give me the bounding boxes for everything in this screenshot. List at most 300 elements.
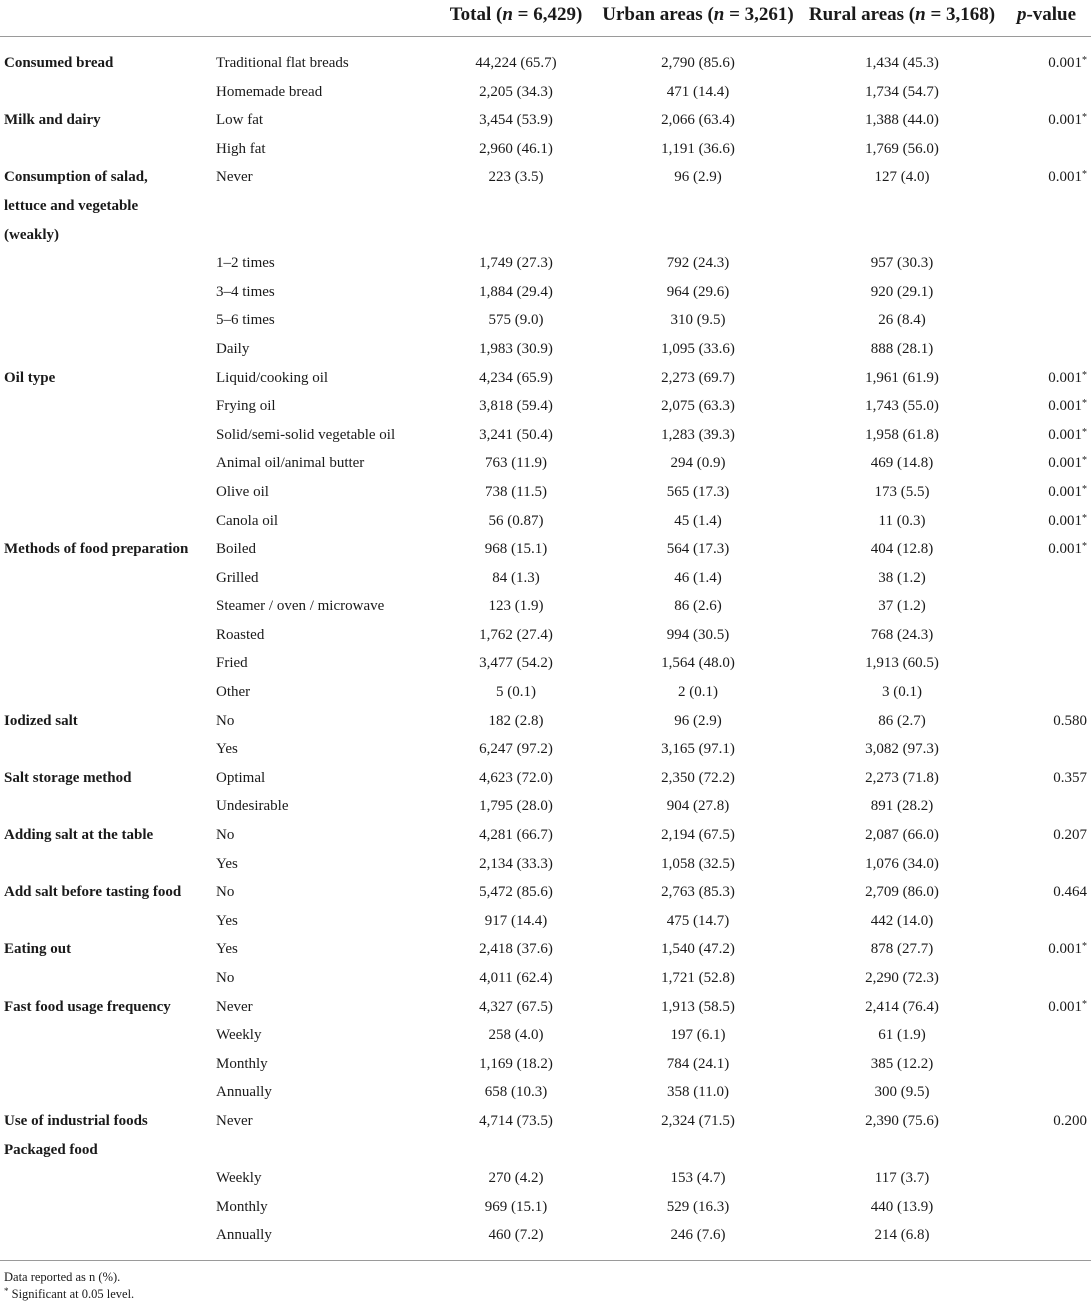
cell-urban: 2,790 (85.6) xyxy=(661,55,735,71)
cell-rural: 2,273 (71.8) xyxy=(865,769,939,786)
cell-total: 917 (14.4) xyxy=(484,912,548,929)
row-variable: Fast food usage frequency xyxy=(4,998,171,1015)
row-category: Homemade bread xyxy=(216,83,323,100)
cell-p-value xyxy=(1002,678,1091,707)
table-row xyxy=(0,649,1091,678)
cell-p-value xyxy=(1002,764,1091,793)
significance-marker: * xyxy=(1082,112,1087,124)
row-variable-line: (weakly) xyxy=(4,226,59,243)
table-row xyxy=(0,764,1091,793)
header-total: Total (n = 6,429) xyxy=(438,0,594,37)
cell-urban: 294 (0.9) xyxy=(670,455,726,472)
significance-marker: * xyxy=(1082,426,1087,438)
row-variable: Add salt before tasting food xyxy=(4,884,182,901)
cell-rural: 26 (8.4) xyxy=(878,312,926,329)
table-row xyxy=(0,449,1091,478)
row-category: Solid/semi-solid vegetable oil xyxy=(216,426,396,443)
row-category: Canola oil xyxy=(216,512,279,529)
p-value-text: 0.001 xyxy=(1048,512,1082,529)
cell-p-value xyxy=(1002,278,1091,307)
row-variable: Methods of food preparation xyxy=(4,541,189,558)
table-body xyxy=(0,37,1091,1250)
row-variable-line: Consumption of salad, xyxy=(4,169,148,186)
cell-urban: 475 (14.7) xyxy=(666,912,730,929)
cell-p-value xyxy=(1002,364,1091,393)
cell-urban: 564 (17.3) xyxy=(666,541,730,558)
row-category: Monthly xyxy=(216,1198,268,1215)
cell-rural: 957 (30.3) xyxy=(870,255,934,272)
table-row xyxy=(0,421,1091,450)
cell-urban: 1,721 (52.8) xyxy=(661,970,735,986)
table-row xyxy=(0,135,1091,164)
cell-p-value xyxy=(1002,564,1091,593)
row-category: Liquid/cooking oil xyxy=(216,369,329,386)
cell-total: 3,818 (59.4) xyxy=(479,398,553,415)
row-variable xyxy=(0,850,208,879)
cell-total: 6,247 (97.2) xyxy=(479,741,553,758)
cell-rural: 11 (0.3) xyxy=(878,512,926,529)
table-row xyxy=(0,1193,1091,1222)
cell-total: 575 (9.0) xyxy=(488,312,544,329)
row-variable xyxy=(0,249,208,278)
cell-urban: 2,273 (69.7) xyxy=(661,369,735,386)
significance-marker: * xyxy=(1082,369,1087,381)
cell-rural: 385 (12.2) xyxy=(870,1055,934,1072)
row-category: Annually xyxy=(216,1227,272,1244)
row-variable xyxy=(0,964,208,993)
row-variable xyxy=(0,592,208,621)
table-row xyxy=(0,1078,1091,1107)
row-category: Fried xyxy=(216,655,248,672)
cell-rural: 2,709 (86.0) xyxy=(865,884,939,901)
table-row xyxy=(0,78,1091,107)
cell-urban: 1,283 (39.3) xyxy=(661,426,735,443)
row-category: Yes xyxy=(216,912,238,929)
cell-p-value xyxy=(1002,792,1091,821)
row-variable xyxy=(0,507,208,536)
cell-urban: 2,066 (63.4) xyxy=(661,112,735,129)
cell-total: 258 (4.0) xyxy=(488,1027,544,1044)
row-variable: Eating out xyxy=(4,941,72,958)
cell-total: 763 (11.9) xyxy=(485,455,547,472)
cell-rural: 404 (12.8) xyxy=(870,541,934,558)
significance-marker: * xyxy=(1082,55,1087,66)
table-row xyxy=(0,735,1091,764)
cell-total: 4,714 (73.5) xyxy=(479,1112,553,1129)
row-variable xyxy=(0,1021,208,1050)
cell-rural: 38 (1.2) xyxy=(878,569,926,586)
cell-total: 123 (1.9) xyxy=(488,598,544,615)
cell-p-value xyxy=(1002,106,1091,135)
row-category: Yes xyxy=(216,941,238,958)
cell-p-value xyxy=(1002,421,1091,450)
row-category: High fat xyxy=(216,140,266,157)
table-row xyxy=(0,335,1091,364)
cell-total: 1,169 (18.2) xyxy=(479,1055,553,1072)
table-row xyxy=(0,564,1091,593)
row-category: No xyxy=(216,884,235,901)
cell-urban: 792 (24.3) xyxy=(666,255,730,272)
table-row xyxy=(0,964,1091,993)
table-row xyxy=(0,392,1091,421)
row-category: Annually xyxy=(216,1084,272,1101)
row-category: Boiled xyxy=(216,541,256,558)
cell-rural: 1,076 (34.0) xyxy=(865,855,939,872)
row-category: No xyxy=(216,970,235,986)
cell-urban: 153 (4.7) xyxy=(670,1170,726,1187)
table-bottom-rule xyxy=(0,1260,1091,1261)
significance-marker: * xyxy=(1082,398,1087,410)
row-variable xyxy=(0,1164,208,1193)
cell-urban: 471 (14.4) xyxy=(666,83,730,100)
cell-rural: 214 (6.8) xyxy=(874,1227,930,1244)
table-row xyxy=(0,621,1091,650)
cell-p-value xyxy=(1002,821,1091,850)
cell-p-value xyxy=(1002,1050,1091,1079)
table-row xyxy=(0,1164,1091,1193)
row-variable xyxy=(0,478,208,507)
cell-urban: 565 (17.3) xyxy=(666,483,730,500)
row-variable-line: Use of industrial foods xyxy=(4,1112,148,1129)
cell-rural: 1,434 (45.3) xyxy=(865,55,939,71)
cell-rural: 1,913 (60.5) xyxy=(865,655,939,672)
row-category: Steamer / oven / microwave xyxy=(216,598,385,615)
cell-rural: 37 (1.2) xyxy=(878,598,926,615)
footnote-data-reported: Data reported as n (%). xyxy=(4,1270,121,1284)
row-category: Frying oil xyxy=(216,398,276,415)
table-row xyxy=(0,592,1091,621)
cell-urban: 96 (2.9) xyxy=(674,169,722,186)
cell-total: 738 (11.5) xyxy=(485,483,547,500)
cell-rural: 1,958 (61.8) xyxy=(865,426,939,443)
cell-p-value xyxy=(1002,507,1091,536)
cell-p-value xyxy=(1002,621,1091,650)
row-category: Yes xyxy=(216,855,238,872)
row-category: Never xyxy=(216,169,253,186)
row-variable xyxy=(0,1050,208,1079)
header-category xyxy=(208,0,438,37)
cell-urban: 1,095 (33.6) xyxy=(661,340,735,357)
row-category: Undesirable xyxy=(216,798,289,815)
cell-urban: 1,564 (48.0) xyxy=(661,655,735,672)
cell-total: 2,960 (46.1) xyxy=(479,140,553,157)
p-value-text: 0.001 xyxy=(1048,398,1082,415)
table-row xyxy=(0,278,1091,307)
cell-p-value xyxy=(1002,163,1091,249)
cell-total: 4,011 (62.4) xyxy=(479,970,553,986)
cell-p-value xyxy=(1002,1021,1091,1050)
cell-total: 223 (3.5) xyxy=(488,169,544,186)
cell-rural: 300 (9.5) xyxy=(874,1084,930,1101)
cell-urban: 964 (29.6) xyxy=(666,283,730,300)
row-category: Daily xyxy=(216,340,250,357)
row-category: Optimal xyxy=(216,769,266,786)
cell-urban: 46 (1.4) xyxy=(674,569,722,586)
cell-rural: 768 (24.3) xyxy=(870,626,934,643)
cell-urban: 2,350 (72.2) xyxy=(661,769,735,786)
row-variable xyxy=(0,1107,208,1164)
table-row xyxy=(0,850,1091,879)
cell-rural: 878 (27.7) xyxy=(870,941,934,958)
row-variable xyxy=(0,792,208,821)
cell-urban: 2,324 (71.5) xyxy=(661,1112,735,1129)
p-value-text: 0.001 xyxy=(1048,998,1082,1015)
row-variable xyxy=(0,392,208,421)
cell-p-value xyxy=(1002,707,1091,736)
cell-rural: 173 (5.5) xyxy=(874,483,930,500)
significance-marker: * xyxy=(1082,941,1087,953)
row-variable-line: Packaged food xyxy=(4,1141,98,1158)
cell-rural: 2,414 (76.4) xyxy=(865,998,939,1015)
cell-rural: 442 (14.0) xyxy=(870,912,934,929)
table-row xyxy=(0,1050,1091,1079)
cell-total: 1,795 (28.0) xyxy=(479,798,553,815)
table-row xyxy=(0,163,1091,249)
row-category: Never xyxy=(216,998,253,1015)
p-value-text: 0.001 xyxy=(1048,541,1082,558)
row-variable xyxy=(0,907,208,936)
row-category: Animal oil/animal butter xyxy=(216,455,365,472)
significance-marker: * xyxy=(1082,541,1087,553)
cell-p-value xyxy=(1002,135,1091,164)
cell-p-value xyxy=(1002,335,1091,364)
cell-rural: 2,290 (72.3) xyxy=(865,970,939,986)
p-value-text: 0.001 xyxy=(1048,455,1082,472)
header-urban: Urban areas (n = 3,261) xyxy=(594,0,802,37)
row-variable-line: lettuce and vegetable xyxy=(4,197,139,214)
cell-total: 2,134 (33.3) xyxy=(479,855,553,872)
table-header-row xyxy=(0,0,1091,37)
row-variable xyxy=(0,306,208,335)
cell-rural: 891 (28.2) xyxy=(870,798,934,815)
cell-urban: 2,763 (85.3) xyxy=(661,884,735,901)
cell-p-value xyxy=(1002,249,1091,278)
cell-total: 4,623 (72.0) xyxy=(479,769,553,786)
p-value-text: 0.001 xyxy=(1048,941,1082,958)
row-variable: Salt storage method xyxy=(4,769,132,786)
cell-total: 3,454 (53.9) xyxy=(479,112,553,129)
cell-p-value xyxy=(1002,907,1091,936)
row-category: Never xyxy=(216,1112,253,1129)
table-row xyxy=(0,1221,1091,1250)
row-variable xyxy=(0,78,208,107)
cell-total: 2,205 (34.3) xyxy=(479,83,553,100)
cell-rural: 920 (29.1) xyxy=(870,283,934,300)
row-category: Roasted xyxy=(216,626,265,643)
cell-p-value xyxy=(1002,878,1091,907)
cell-p-value xyxy=(1002,37,1091,78)
row-category: Other xyxy=(216,684,251,701)
cell-rural: 3 (0.1) xyxy=(882,684,922,701)
table-row xyxy=(0,106,1091,135)
p-value-text: 0.001 xyxy=(1048,369,1082,386)
cell-urban: 197 (6.1) xyxy=(670,1027,726,1044)
p-value-text: 0.357 xyxy=(1053,769,1087,786)
table-row xyxy=(0,1021,1091,1050)
row-variable xyxy=(0,421,208,450)
footnote-significance: * Significant at 0.05 level. xyxy=(4,1286,135,1301)
cell-p-value xyxy=(1002,1107,1091,1164)
table-row xyxy=(0,478,1091,507)
cell-urban: 784 (24.1) xyxy=(666,1055,730,1072)
cell-p-value xyxy=(1002,993,1091,1022)
significance-marker: * xyxy=(1082,483,1087,495)
table-row xyxy=(0,678,1091,707)
cell-urban: 358 (11.0) xyxy=(667,1084,729,1101)
cell-rural: 1,961 (61.9) xyxy=(865,369,939,386)
cell-rural: 117 (3.7) xyxy=(874,1170,930,1187)
significance-marker: * xyxy=(1082,512,1087,524)
p-value-text: 0.001 xyxy=(1048,426,1082,443)
row-variable xyxy=(0,163,208,249)
row-variable xyxy=(0,278,208,307)
row-category: 3–4 times xyxy=(216,283,275,300)
row-variable xyxy=(0,621,208,650)
table-row xyxy=(0,306,1091,335)
cell-urban: 45 (1.4) xyxy=(674,512,722,529)
cell-total: 4,327 (67.5) xyxy=(479,998,553,1015)
cell-p-value xyxy=(1002,735,1091,764)
cell-urban: 310 (9.5) xyxy=(670,312,726,329)
cell-p-value xyxy=(1002,449,1091,478)
row-category: Yes xyxy=(216,741,238,758)
row-variable: Iodized salt xyxy=(4,712,78,729)
cell-total: 1,884 (29.4) xyxy=(479,283,553,300)
cell-rural: 440 (13.9) xyxy=(870,1198,934,1215)
cell-total: 4,234 (65.9) xyxy=(479,369,553,386)
p-value-text: 0.464 xyxy=(1053,884,1087,901)
cell-total: 968 (15.1) xyxy=(484,541,548,558)
cell-total: 658 (10.3) xyxy=(484,1084,548,1101)
row-variable xyxy=(0,735,208,764)
cell-urban: 904 (27.8) xyxy=(666,798,730,815)
cell-urban: 1,191 (36.6) xyxy=(661,140,735,157)
row-variable xyxy=(0,564,208,593)
cell-total: 3,241 (50.4) xyxy=(479,426,553,443)
cell-rural: 2,390 (75.6) xyxy=(865,1112,939,1129)
row-category: Traditional flat breads xyxy=(216,55,349,71)
row-variable xyxy=(0,649,208,678)
header-rural: Rural areas (n = 3,168) xyxy=(802,0,1002,37)
table-row xyxy=(0,792,1091,821)
cell-urban: 1,913 (58.5) xyxy=(661,998,735,1015)
cell-rural: 61 (1.9) xyxy=(878,1027,926,1044)
row-variable: Consumed bread xyxy=(4,55,114,71)
table-row xyxy=(0,249,1091,278)
cell-total: 3,477 (54.2) xyxy=(479,655,553,672)
cell-p-value xyxy=(1002,1221,1091,1250)
cell-rural: 469 (14.8) xyxy=(870,455,934,472)
cell-total: 5 (0.1) xyxy=(496,684,536,701)
cell-urban: 2,075 (63.3) xyxy=(661,398,735,415)
cell-p-value xyxy=(1002,478,1091,507)
row-variable xyxy=(0,1193,208,1222)
table-row xyxy=(0,535,1091,564)
table-row xyxy=(0,364,1091,393)
row-variable: Oil type xyxy=(4,369,56,386)
p-value-text: 0.001 xyxy=(1048,169,1082,186)
cell-urban: 2 (0.1) xyxy=(678,684,718,701)
header-variable xyxy=(0,0,208,37)
row-variable xyxy=(0,1221,208,1250)
cell-rural: 3,082 (97.3) xyxy=(865,741,939,758)
cell-rural: 1,743 (55.0) xyxy=(865,398,939,415)
cell-p-value xyxy=(1002,964,1091,993)
cell-rural: 86 (2.7) xyxy=(878,712,926,729)
cell-urban: 2,194 (67.5) xyxy=(661,827,735,844)
row-category: 1–2 times xyxy=(216,255,275,272)
row-category: Olive oil xyxy=(216,483,269,500)
table-row xyxy=(0,37,1091,78)
cell-p-value xyxy=(1002,935,1091,964)
p-value-text: 0.200 xyxy=(1053,1112,1087,1129)
significance-marker: * xyxy=(1082,169,1087,181)
row-variable xyxy=(0,335,208,364)
table-row xyxy=(0,821,1091,850)
cell-total: 1,983 (30.9) xyxy=(479,340,553,357)
cell-p-value xyxy=(1002,649,1091,678)
row-category: No xyxy=(216,712,235,729)
cell-p-value xyxy=(1002,535,1091,564)
cell-p-value xyxy=(1002,1193,1091,1222)
cell-rural: 1,769 (56.0) xyxy=(865,140,939,157)
table-row xyxy=(0,507,1091,536)
cell-rural: 1,734 (54.7) xyxy=(865,83,939,100)
row-category: Monthly xyxy=(216,1055,268,1072)
row-variable xyxy=(0,449,208,478)
cell-p-value xyxy=(1002,1078,1091,1107)
row-category: 5–6 times xyxy=(216,312,275,329)
cell-p-value xyxy=(1002,392,1091,421)
cell-urban: 994 (30.5) xyxy=(666,626,730,643)
cell-rural: 1,388 (44.0) xyxy=(865,112,939,129)
table-row xyxy=(0,907,1091,936)
row-variable xyxy=(0,678,208,707)
cell-urban: 1,058 (32.5) xyxy=(661,855,735,872)
cell-total: 1,762 (27.4) xyxy=(479,626,553,643)
cell-total: 1,749 (27.3) xyxy=(479,255,553,272)
row-category: Grilled xyxy=(216,569,259,586)
significance-marker: * xyxy=(1082,455,1087,467)
cell-total: 460 (7.2) xyxy=(488,1227,544,1244)
cell-total: 2,418 (37.6) xyxy=(479,941,553,958)
cell-rural: 888 (28.1) xyxy=(870,340,934,357)
cell-urban: 86 (2.6) xyxy=(674,598,722,615)
cell-urban: 246 (7.6) xyxy=(670,1227,726,1244)
cell-urban: 96 (2.9) xyxy=(674,712,722,729)
p-value-text: 0.207 xyxy=(1053,827,1087,844)
cell-p-value xyxy=(1002,1164,1091,1193)
table-row xyxy=(0,935,1091,964)
p-value-text: 0.001 xyxy=(1048,55,1082,71)
cell-urban: 1,540 (47.2) xyxy=(661,941,735,958)
cell-total: 182 (2.8) xyxy=(488,712,544,729)
table-row xyxy=(0,993,1091,1022)
row-variable: Adding salt at the table xyxy=(4,827,154,844)
table-row xyxy=(0,878,1091,907)
row-variable: Milk and dairy xyxy=(4,112,101,129)
table-footnotes xyxy=(4,1269,134,1303)
row-category: Weekly xyxy=(216,1027,262,1044)
cell-p-value xyxy=(1002,306,1091,335)
table-row xyxy=(0,1107,1091,1164)
cell-rural: 127 (4.0) xyxy=(874,169,930,186)
row-category: No xyxy=(216,827,235,844)
cell-p-value xyxy=(1002,850,1091,879)
p-value-text: 0.001 xyxy=(1048,112,1082,129)
p-value-text: 0.001 xyxy=(1048,483,1082,500)
header-p-value: p-value xyxy=(1002,0,1091,37)
